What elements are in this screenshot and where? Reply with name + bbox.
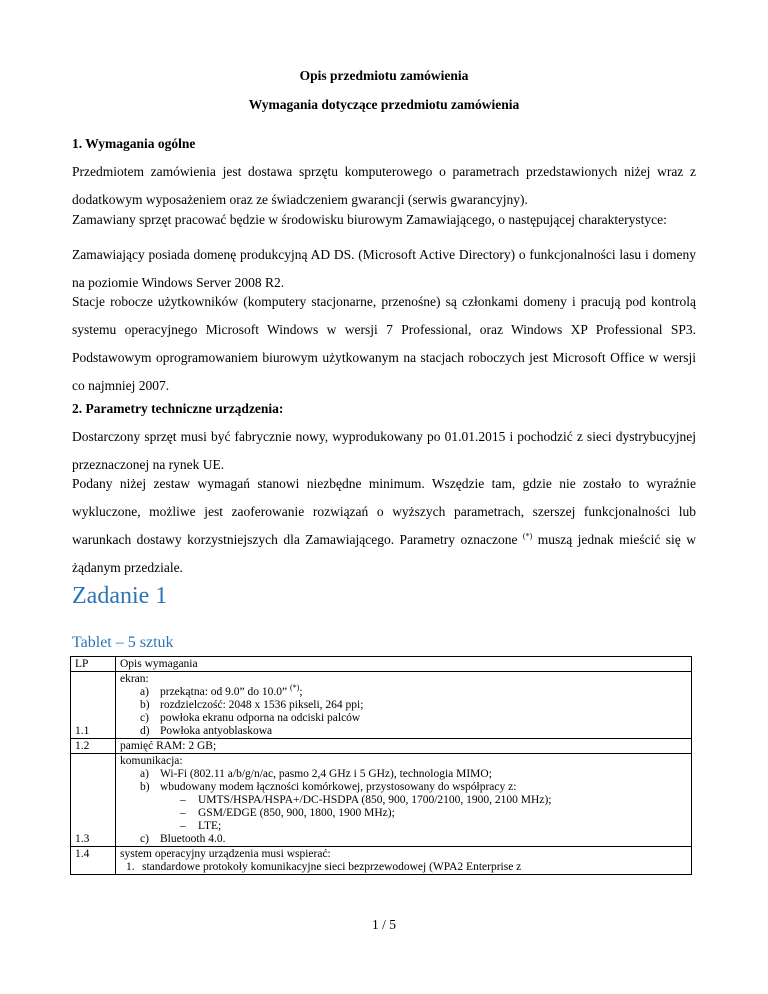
list-text: GSM/EDGE (850, 900, 1800, 1900 MHz);: [198, 807, 395, 819]
requirements-table: [70, 656, 692, 875]
row-description: [116, 754, 692, 847]
row-label: system operacyjny urządzenia musi wspierać:: [120, 848, 331, 860]
list-text: wbudowany modem łączności komórkowej, przystosowany do współpracy z:: [160, 781, 517, 793]
row-number: 1.4: [71, 847, 116, 875]
required-marker: (*): [289, 683, 300, 693]
required-marker: (*): [522, 531, 533, 541]
dash-marker: –: [180, 807, 186, 819]
row-description: pamięć RAM: 2 GB;: [116, 739, 692, 754]
document-title: Opis przedmiotu zamówienia: [299, 68, 469, 83]
list-marker: a): [140, 768, 149, 780]
list-text: powłoka ekranu odporna na odciski palców: [160, 712, 361, 724]
column-header-desc: Opis wymagania: [116, 657, 692, 672]
page-number: 1 / 5: [371, 917, 396, 932]
section1-paragraph-3: Zamawiający posiada domenę produkcyjną AD DS. (Microsoft Active Directory) o funkcjonalności lasu i domeny na poziomie Windows Server 2008 R2.: [72, 247, 696, 290]
row-number: 1.2: [71, 739, 116, 754]
list-text: ;: [299, 686, 303, 698]
list-item: [120, 861, 687, 874]
list-item: [120, 768, 687, 781]
row-number: 1.1: [71, 672, 116, 739]
section1-paragraph-1: Przedmiotem zamówienia jest dostawa sprzętu komputerowego o parametrach przedstawionych niżej wraz z dodatkowym wyposażeniem oraz ze świadczeniem gwarancji (serwis gwarancyjny).: [72, 164, 696, 207]
list-text: Wi-Fi (802.11 a/b/g/n/ac, pasmo 2,4 GHz i 5 GHz), technologia MIMO;: [160, 768, 492, 780]
list-marker: d): [140, 725, 150, 737]
table-header-row: [71, 657, 692, 672]
list-item: [120, 712, 687, 725]
sub-list-item: [120, 794, 687, 807]
list-text: UMTS/HSPA/HSPA+/DC-HSDPA (850, 900, 1700/2100, 1900, 2100 MHz);: [198, 794, 552, 806]
list-marker: c): [140, 833, 149, 845]
column-header-lp: LP: [71, 657, 116, 672]
list-text: przekątna: od 9.0” do 10.0”: [160, 686, 290, 698]
list-text: standardowe protokoły komunikacyjne sieci bezprzewodowej (WPA2 Enterprise z: [142, 861, 522, 873]
section2-heading: 2. Parametry techniczne urządzenia:: [72, 401, 284, 416]
row-number: 1.3: [71, 754, 116, 847]
section1-paragraph-4: Stacje robocze użytkowników (komputery stacjonarne, przenośne) są członkami domeny i pracują pod kontrolą systemu operacyjnego Microsoft Windows w wersji 7 Professional, oraz Windows XP Professional SP3. Podstawowym oprogramowaniem biurowym użytkowanym na stacjach roboczych jest Microsoft Office w wersji co najmniej 2007.: [72, 294, 696, 393]
list-text: rozdzielczość: 2048 x 1536 pikseli, 264 ppi;: [160, 699, 364, 711]
section1-paragraph-2: Zamawiany sprzęt pracować będzie w środowisku biurowym Zamawiającego, o następującej charakterystyce:: [72, 212, 667, 227]
list-marker: b): [140, 699, 150, 711]
document-subtitle: Wymagania dotyczące przedmiotu zamówienia: [248, 97, 520, 112]
list-item: [120, 725, 687, 738]
list-marker: b): [140, 781, 150, 793]
sub-list-item: [120, 820, 687, 833]
table-row: [71, 847, 692, 875]
section1-heading: 1. Wymagania ogólne: [72, 136, 196, 151]
sub-list-item: [120, 807, 687, 820]
row-description: [116, 847, 692, 875]
list-item: [120, 699, 687, 712]
tablet-heading: Tablet – 5 sztuk: [72, 634, 174, 651]
section2-paragraph-1: Dostarczony sprzęt musi być fabrycznie nowy, wyprodukowany po 01.01.2015 i pochodzić z sieci dystrybucyjnej przeznaczonej na rynek UE.: [72, 429, 696, 472]
section2-paragraph-2: [72, 470, 696, 582]
paragraph-text: muszą jednak mieścić się w żądanym przedziale.: [72, 532, 696, 575]
list-marker: c): [140, 712, 149, 724]
list-item: [120, 833, 687, 846]
dash-marker: –: [180, 794, 186, 806]
list-text: LTE;: [198, 820, 222, 832]
list-marker: a): [140, 686, 149, 698]
table-row: [71, 754, 692, 847]
list-text: Bluetooth 4.0.: [160, 833, 226, 845]
list-item: [120, 683, 687, 699]
zadanie-heading: Zadanie 1: [72, 583, 168, 609]
table-row: [71, 739, 692, 754]
table-row: [71, 672, 692, 739]
row-label: komunikacja:: [120, 755, 183, 767]
dash-marker: –: [180, 820, 186, 832]
list-text: Powłoka antyoblaskowa: [160, 725, 273, 737]
list-item: [120, 781, 687, 794]
row-label: ekran:: [120, 673, 149, 685]
list-marker: 1.: [126, 861, 135, 873]
row-description: [116, 672, 692, 739]
paragraph-text: Podany niżej zestaw wymagań stanowi niezbędne minimum. Wszędzie tam, gdzie nie zostało to wyraźnie wykluczone, możliwe jest zaoferowanie rozwiązań o wyższych parametrach, szerszej funkcjonalności lub warunkach dostawy korzystniejszych dla Zamawiającego. Parametry oznaczone: [72, 476, 696, 547]
